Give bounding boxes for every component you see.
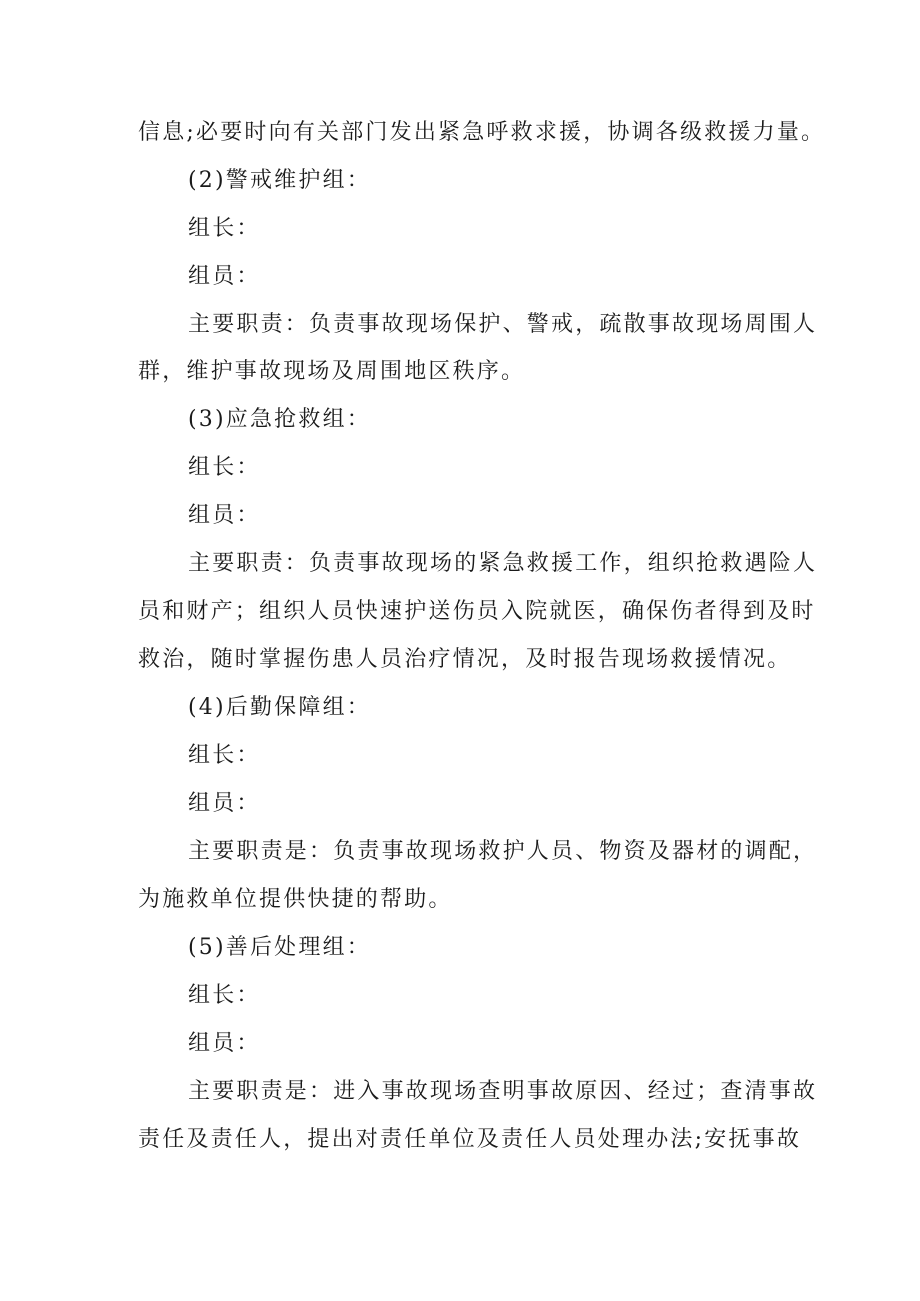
section-heading: (4)后勤保障组：	[188, 695, 371, 720]
group-leader-label: 组长：	[188, 743, 261, 768]
group-leader-label: 组长：	[188, 983, 261, 1008]
group-member-label: 组员：	[188, 503, 261, 528]
group-leader-label: 组长：	[188, 216, 261, 241]
paragraph-line: 主要职责：负责事故现场的紧急救援工作，组织抢救遇险人	[188, 551, 818, 576]
paragraph-line: 主要职责是：进入事故现场查明事故原因、经过；查清事故	[188, 1079, 818, 1104]
section-heading: (3)应急抢救组：	[188, 407, 371, 432]
section-heading: (5)善后处理组：	[188, 935, 371, 960]
paragraph-line: 救治，随时掌握伤患人员治疗情况，及时报告现场救援情况。	[138, 647, 792, 672]
paragraph-line: 主要职责：负责事故现场保护、警戒，疏散事故现场周围人	[188, 312, 818, 337]
section-heading: (2)警戒维护组：	[188, 168, 371, 193]
group-member-label: 组员：	[188, 791, 261, 816]
group-member-label: 组员：	[188, 264, 261, 289]
paragraph-line: 群，维护事故现场及周围地区秩序。	[138, 359, 526, 384]
paragraph-line: 员和财产；组织人员快速护送伤员入院就医，确保伤者得到及时	[138, 599, 816, 624]
paragraph-line: 主要职责是：负责事故现场救护人员、物资及器材的调配，	[188, 839, 818, 864]
group-leader-label: 组长：	[188, 455, 261, 480]
paragraph-line: 为施救单位提供快捷的帮助。	[138, 887, 453, 912]
paragraph-line: 责任及责任人，提出对责任单位及责任人员处理办法;安抚事故	[138, 1127, 802, 1152]
group-member-label: 组员：	[188, 1031, 261, 1056]
paragraph-line: 信息;必要时向有关部门发出紧急呼救求援，协调各级救援力量。	[138, 120, 826, 145]
